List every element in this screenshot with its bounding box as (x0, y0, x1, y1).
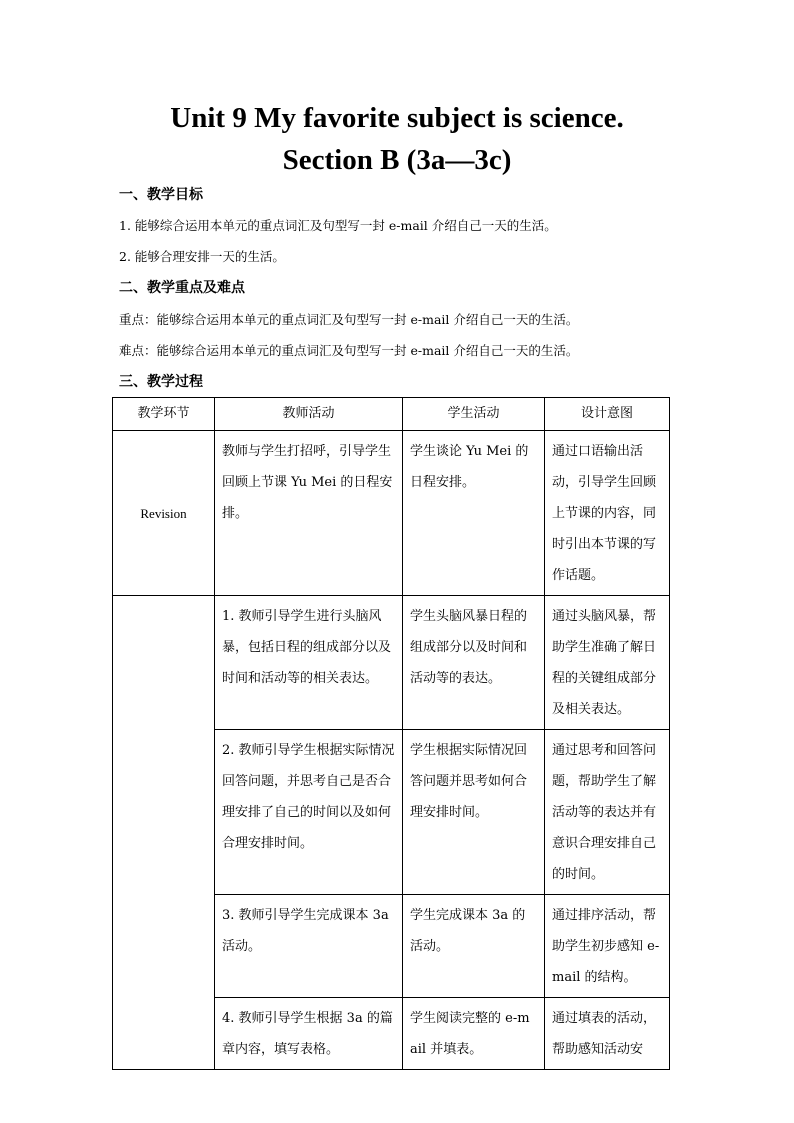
design-purpose-cell: 通过思考和回答问题，帮助学生了解活动等的表达并有意识合理安排自己的时间。 (545, 730, 670, 895)
key-point: 重点：能够综合运用本单元的重点词汇及句型写一封 e-mail 介绍自己一天的生活。 (119, 312, 579, 327)
table-row (113, 596, 670, 730)
lesson-process-table (112, 397, 670, 1070)
student-activity-cell: 学生完成课本 3a 的活动。 (403, 895, 545, 998)
student-activity-cell: 学生谈论 Yu Mei 的日程安排。 (403, 431, 545, 596)
header-design-purpose: 设计意图 (545, 398, 670, 431)
goal-item-1: 1. 能够综合运用本单元的重点词汇及句型写一封 e-mail 介绍自己一天的生活。 (119, 218, 557, 233)
goals-heading: 一、教学目标 (119, 187, 203, 203)
header-teacher-activity: 教师活动 (215, 398, 403, 431)
teacher-activity-cell: 4. 教师引导学生根据 3a 的篇章内容，填写表格。 (215, 998, 403, 1070)
design-purpose-cell: 通过头脑风暴，帮助学生准确了解日程的关键组成部分及相关表达。 (545, 596, 670, 730)
difficult-point: 难点：能够综合运用本单元的重点词汇及句型写一封 e-mail 介绍自己一天的生活。 (119, 343, 579, 358)
teacher-activity-cell: 3. 教师引导学生完成课本 3a 活动。 (215, 895, 403, 998)
table-row (113, 431, 670, 596)
teacher-activity-cell: 教师与学生打招呼，引导学生回顾上节课 Yu Mei 的日程安排。 (215, 431, 403, 596)
student-activity-cell: 学生头脑风暴日程的组成部分以及时间和活动等的表达。 (403, 596, 545, 730)
table-header-row (113, 398, 670, 431)
stage-cell (113, 596, 215, 1070)
student-activity-cell: 学生根据实际情况回答问题并思考如何合理安排时间。 (403, 730, 545, 895)
document-subtitle: Section B (3a—3c) (282, 144, 512, 176)
key-points-heading: 二、教学重点及难点 (119, 280, 245, 296)
student-activity-cell: 学生阅读完整的 e-mail 并填表。 (403, 998, 545, 1070)
teacher-activity-cell: 1. 教师引导学生进行头脑风暴，包括日程的组成部分以及时间和活动等的相关表达。 (215, 596, 403, 730)
stage-cell: Revision (113, 431, 215, 596)
header-stage: 教学环节 (113, 398, 215, 431)
teacher-activity-cell: 2. 教师引导学生根据实际情况回答问题，并思考自己是否合理安排了自己的时间以及如何合理安排时间。 (215, 730, 403, 895)
header-student-activity: 学生活动 (403, 398, 545, 431)
document-title: Unit 9 My favorite subject is science. (170, 102, 624, 134)
goal-item-2: 2. 能够合理安排一天的生活。 (119, 249, 285, 264)
design-purpose-cell: 通过排序活动，帮助学生初步感知 e-mail 的结构。 (545, 895, 670, 998)
design-purpose-cell: 通过填表的活动，帮助感知活动安 (545, 998, 670, 1070)
process-heading: 三、教学过程 (119, 374, 203, 390)
design-purpose-cell: 通过口语输出活动，引导学生回顾上节课的内容，同时引出本节课的写作话题。 (545, 431, 670, 596)
